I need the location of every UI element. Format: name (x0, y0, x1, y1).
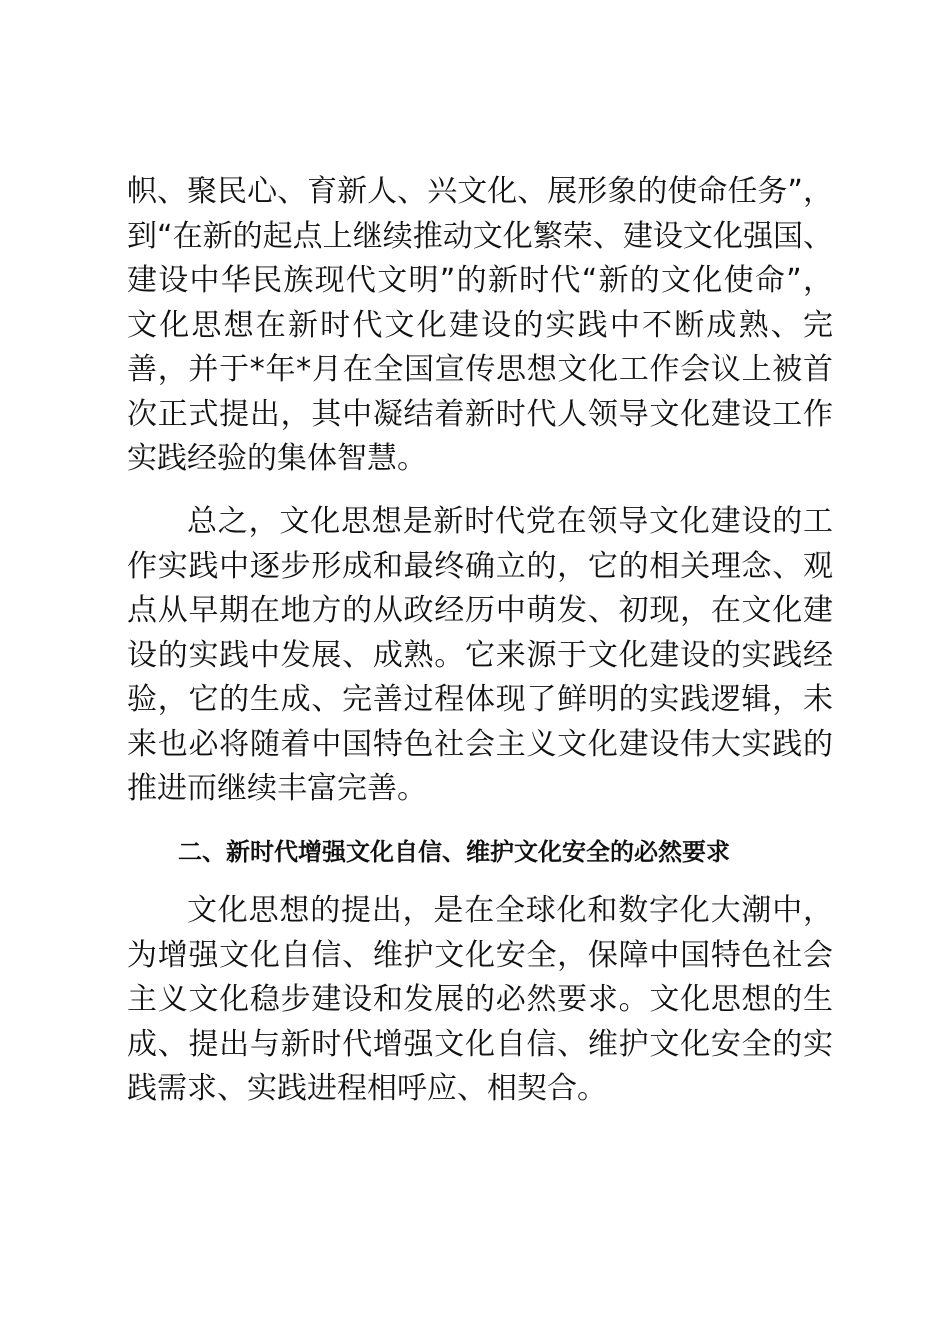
section-heading: 二、新时代增强文化自信、维护文化安全的必然要求 (178, 838, 730, 866)
paragraph-summary: 总之，文化思想是新时代党在领导文化建设的工作实践中逐步形成和最终确立的，它的相关理念、观点从早期在地方的从政经历中萌发、初现，在文化建设的实践中发展、成熟。它来源于文化建设的实践经验，它的生成、完善过程体现了鲜明的实践逻辑，未来也必将随着中国特色社会主义文化建设伟大实践的推进而继续丰富完善。 (127, 504, 833, 806)
paragraph-section-body: 文化思想的提出，是在全球化和数字化大潮中，为增强文化自信、维护文化安全，保障中国特色社会主义文化稳步建设和发展的必然要求。文化思想的生成、提出与新时代增强文化自信、维护文化安全的实践需求、实践进程相呼应、相契合。 (127, 893, 833, 1106)
paragraph-continued: 帜、聚民心、育新人、兴文化、展形象的使命任务”，到“在新的起点上继续推动文化繁荣、建设文化强国、建设中华民族现代文明”的新时代“新的文化使命”，文化思想在新时代文化建设的实践中不断成熟、完善，并于*年*月在全国宣传思想文化工作会议上被首次正式提出，其中凝结着新时代人领导文化建设工作实践经验的集体智慧。 (127, 174, 833, 476)
